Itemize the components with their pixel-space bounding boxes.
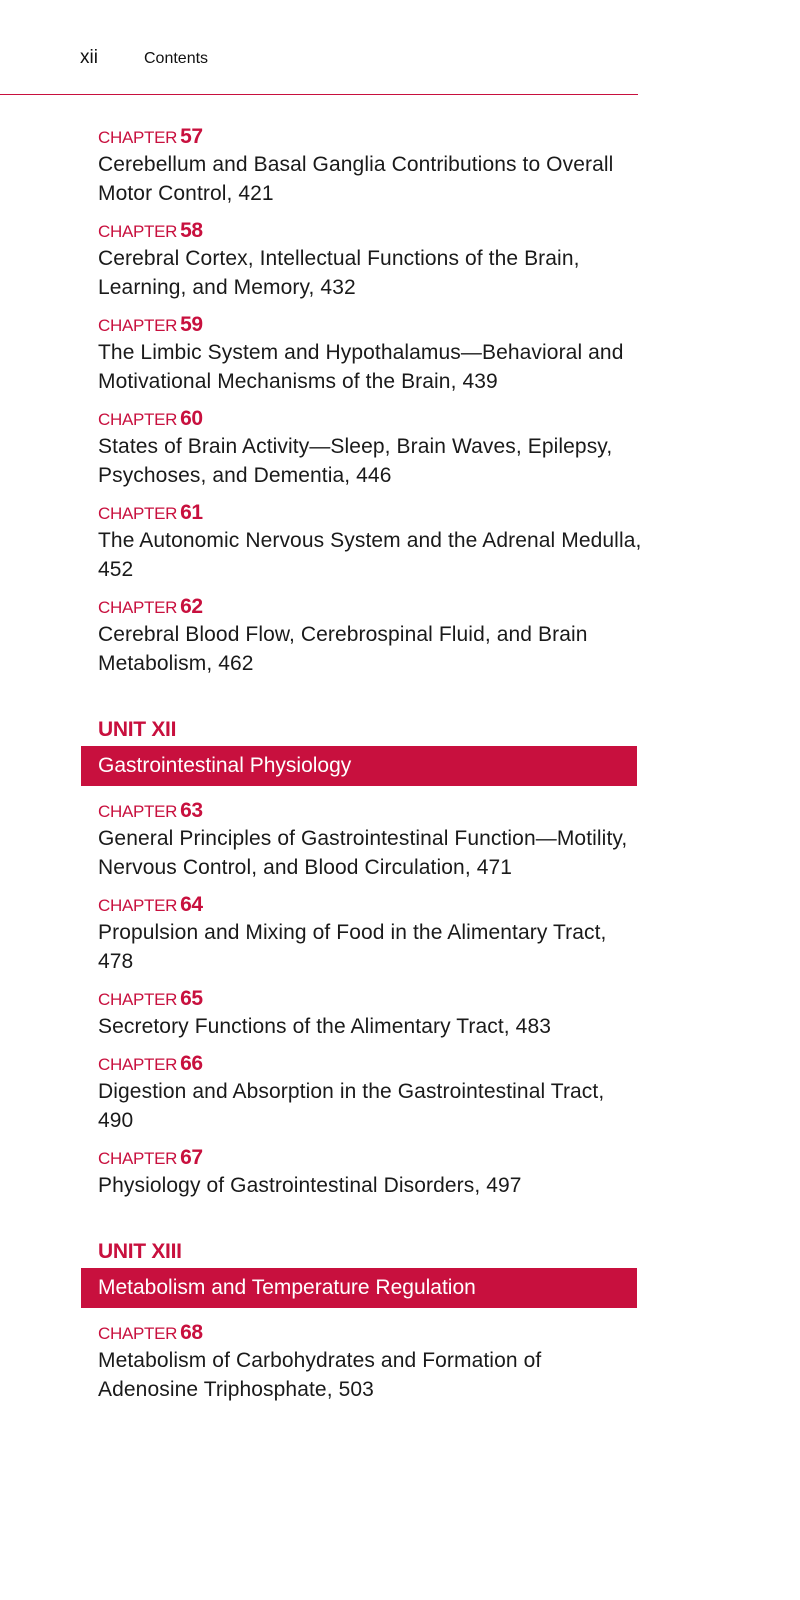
running-head xyxy=(80,47,208,69)
chapter-label xyxy=(98,1051,643,1077)
chapter-title: Digestion and Absorption in the Gastrointestinal Tract, 490 xyxy=(98,1080,605,1132)
toc-chapter-entry[interactable] xyxy=(98,1320,643,1404)
chapter-label xyxy=(98,892,643,918)
chapter-label xyxy=(98,312,643,338)
chapter-label xyxy=(98,594,643,620)
toc-chapter-entry[interactable] xyxy=(98,218,643,302)
chapter-label xyxy=(98,986,643,1012)
chapter-word: CHAPTER xyxy=(98,598,178,617)
chapter-number: 57 xyxy=(180,125,203,148)
unit-label: UNIT XII xyxy=(98,718,177,741)
chapter-word: CHAPTER xyxy=(98,128,178,147)
chapter-title: The Limbic System and Hypothalamus—Behavioral and Motivational Mechanisms of the Brain, 439 xyxy=(98,341,624,393)
chapter-word: CHAPTER xyxy=(98,896,178,915)
chapter-word: CHAPTER xyxy=(98,1149,178,1168)
chapter-number: 58 xyxy=(180,219,203,242)
chapter-word: CHAPTER xyxy=(98,410,178,429)
chapter-word: CHAPTER xyxy=(98,990,178,1009)
chapter-title: Cerebral Cortex, Intellectual Functions of the Brain, Learning, and Memory, 432 xyxy=(98,247,580,299)
toc-content xyxy=(98,124,643,1414)
chapter-word: CHAPTER xyxy=(98,504,178,523)
toc-chapter-entry[interactable] xyxy=(98,986,643,1041)
chapter-number: 59 xyxy=(180,313,203,336)
unit-title-bar[interactable]: Metabolism and Temperature Regulation xyxy=(81,1268,637,1308)
chapter-number: 61 xyxy=(180,501,203,524)
chapter-label xyxy=(98,1320,643,1346)
chapter-title: General Principles of Gastrointestinal Function—Motility, Nervous Control, and Blood Circulation, 471 xyxy=(98,827,628,879)
chapter-number: 67 xyxy=(180,1146,203,1169)
chapter-label xyxy=(98,798,643,824)
chapter-word: CHAPTER xyxy=(98,802,178,821)
chapter-title: Cerebral Blood Flow, Cerebrospinal Fluid, and Brain Metabolism, 462 xyxy=(98,623,588,675)
toc-chapter-entry[interactable] xyxy=(98,594,643,678)
toc-chapter-entry[interactable] xyxy=(98,1051,643,1135)
chapter-label xyxy=(98,1145,643,1171)
toc-chapter-entry[interactable] xyxy=(98,406,643,490)
toc-chapter-entry[interactable] xyxy=(98,124,643,208)
chapter-title: Physiology of Gastrointestinal Disorders, 497 xyxy=(98,1174,522,1197)
chapter-word: CHAPTER xyxy=(98,316,178,335)
chapter-title: The Autonomic Nervous System and the Adrenal Medulla, 452 xyxy=(98,529,642,581)
toc-chapter-entry[interactable] xyxy=(98,500,643,584)
chapter-number: 68 xyxy=(180,1321,203,1344)
chapter-title: Propulsion and Mixing of Food in the Alimentary Tract, 478 xyxy=(98,921,607,973)
page-number: xii xyxy=(80,47,98,68)
toc-chapter-entry[interactable] xyxy=(98,1145,643,1200)
header-rule xyxy=(0,94,638,95)
chapter-title: Cerebellum and Basal Ganglia Contributions to Overall Motor Control, 421 xyxy=(98,153,614,205)
chapter-title: Metabolism of Carbohydrates and Formation of Adenosine Triphosphate, 503 xyxy=(98,1349,542,1401)
chapter-label xyxy=(98,124,643,150)
chapter-number: 62 xyxy=(180,595,203,618)
chapter-label xyxy=(98,500,643,526)
chapter-word: CHAPTER xyxy=(98,1324,178,1343)
chapter-number: 64 xyxy=(180,893,203,916)
chapter-title: Secretory Functions of the Alimentary Tract, 483 xyxy=(98,1015,552,1038)
chapter-word: CHAPTER xyxy=(98,222,178,241)
chapter-word: CHAPTER xyxy=(98,1055,178,1074)
chapter-title: States of Brain Activity—Sleep, Brain Waves, Epilepsy, Psychoses, and Dementia, 446 xyxy=(98,435,613,487)
unit-label: UNIT XIII xyxy=(98,1240,182,1263)
chapter-label xyxy=(98,406,643,432)
chapter-label xyxy=(98,218,643,244)
toc-chapter-entry[interactable] xyxy=(98,892,643,976)
unit-section-xiii xyxy=(98,1238,643,1404)
chapter-number: 66 xyxy=(180,1052,203,1075)
chapter-number: 63 xyxy=(180,799,203,822)
chapter-number: 60 xyxy=(180,407,203,430)
chapter-group-continued xyxy=(98,124,643,678)
section-title: Contents xyxy=(144,50,209,67)
unit-section-xii xyxy=(98,716,643,1200)
chapter-number: 65 xyxy=(180,987,203,1010)
toc-chapter-entry[interactable] xyxy=(98,312,643,396)
toc-chapter-entry[interactable] xyxy=(98,798,643,882)
unit-title-bar[interactable]: Gastrointestinal Physiology xyxy=(81,746,637,786)
